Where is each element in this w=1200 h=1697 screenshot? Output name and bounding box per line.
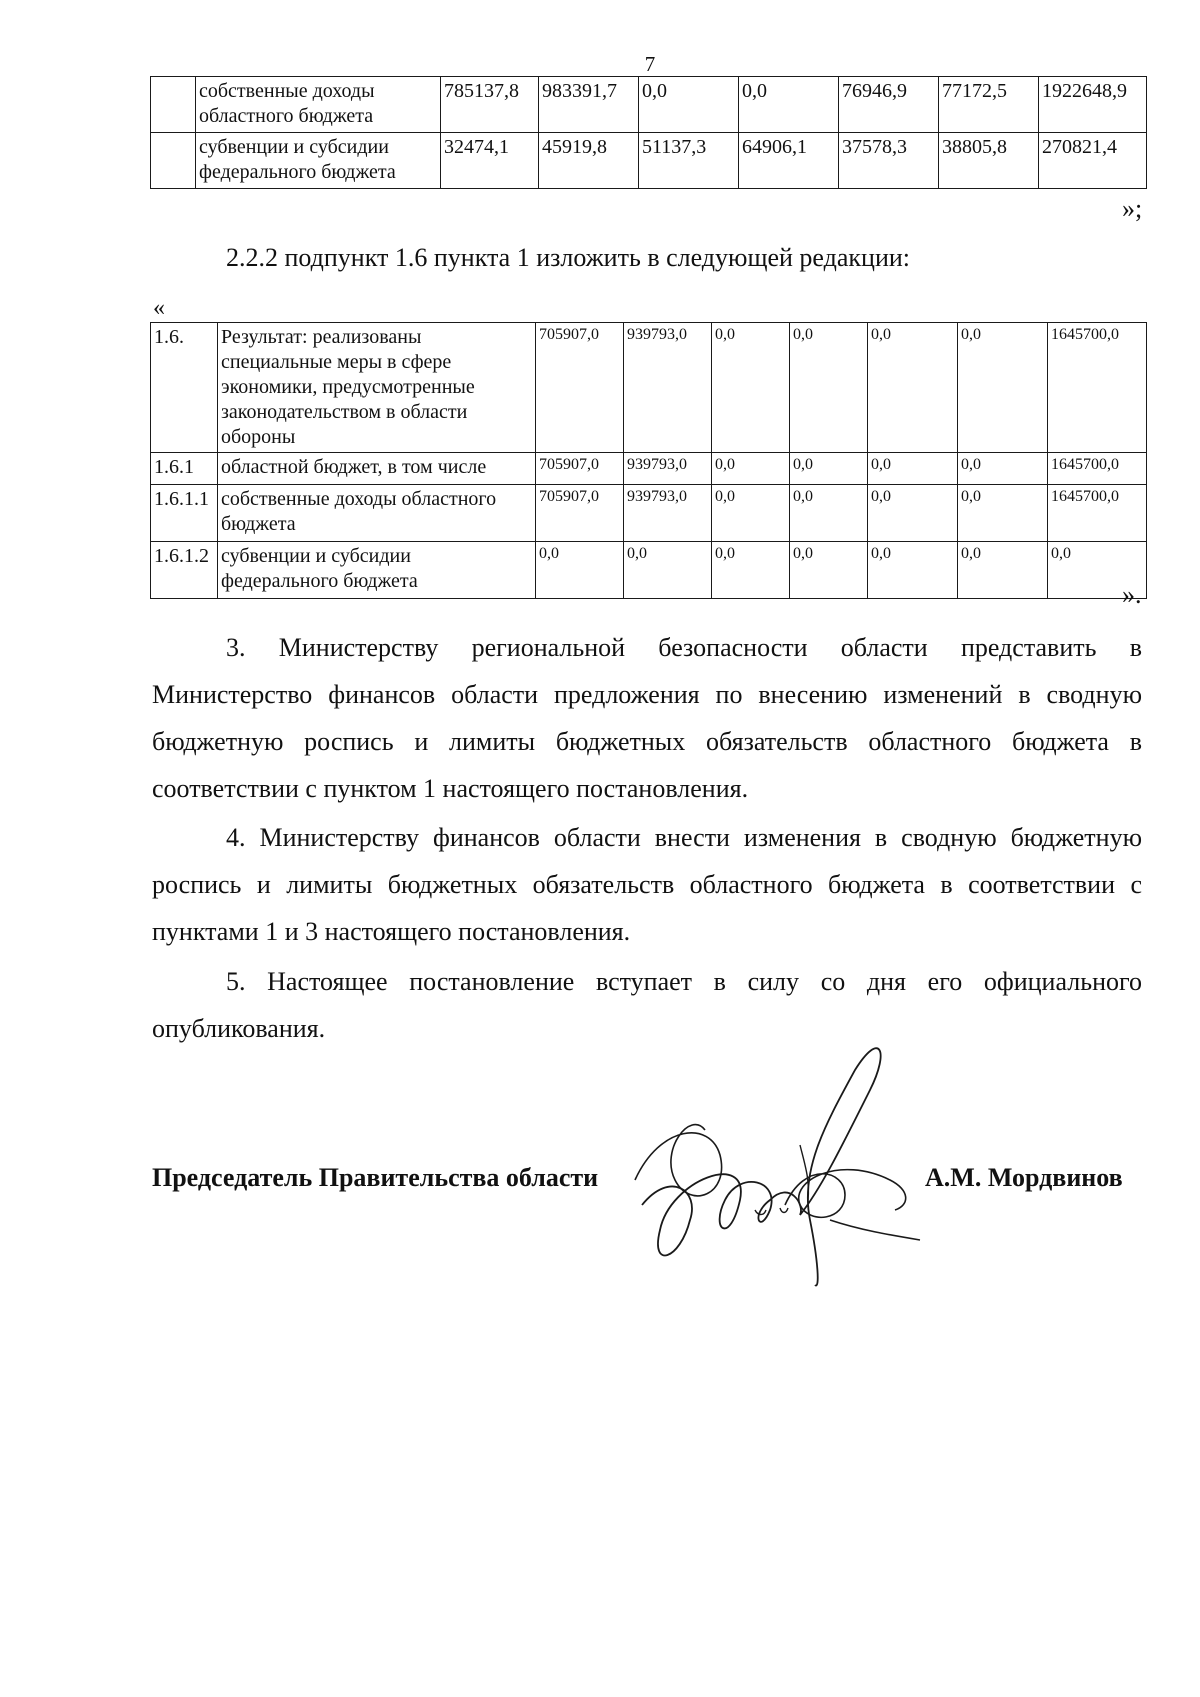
table-cell-value: 0,0 — [712, 453, 790, 485]
opening-quote: « — [153, 295, 165, 321]
table-cell-value: 0,0 — [868, 323, 958, 453]
table-cell-label: субвенции и субсидии федерального бюджета — [196, 133, 441, 189]
table-row — [151, 485, 1147, 542]
table-cell-value: 38805,8 — [939, 133, 1039, 189]
table-cell-value: 0,0 — [790, 453, 868, 485]
section-heading: 2.2.2 подпункт 1.6 пункта 1 изложить в следующей редакции: — [226, 243, 910, 272]
table-cell-value: 939793,0 — [624, 323, 712, 453]
table-cell-value: 0,0 — [712, 485, 790, 542]
table-cell-label: субвенции и субсидии федерального бюджета — [218, 542, 536, 599]
table-row — [151, 77, 1147, 133]
table-cell-value: 0,0 — [958, 485, 1048, 542]
table-cell — [151, 77, 196, 133]
table-cell-value: 0,0 — [739, 77, 839, 133]
table-cell-label: собственные доходы областного бюджета — [196, 77, 441, 133]
signature-icon — [630, 1030, 930, 1290]
table-cell-value: 64906,1 — [739, 133, 839, 189]
table-cell-value: 0,0 — [868, 542, 958, 599]
table-cell-value: 32474,1 — [441, 133, 539, 189]
table-cell-value: 0,0 — [639, 77, 739, 133]
table-cell-num: 1.6.1.2 — [151, 542, 218, 599]
table-cell-value: 0,0 — [868, 453, 958, 485]
closing-quote: ». — [1122, 580, 1142, 609]
result-table — [150, 322, 1147, 599]
table-cell-value: 270821,4 — [1039, 133, 1147, 189]
table-cell-value: 0,0 — [790, 485, 868, 542]
signer-name: А.М. Мордвинов — [925, 1163, 1123, 1192]
table-cell-label: областной бюджет, в том числе — [218, 453, 536, 485]
table-cell-value: 0,0 — [712, 542, 790, 599]
table-cell-value: 0,0 — [790, 542, 868, 599]
table-cell-value: 51137,3 — [639, 133, 739, 189]
paragraph-5: 5. Настоящее постановление вступает в силу со дня его официального опубликования. — [152, 967, 1142, 1043]
paragraph-4: 4. Министерству финансов области внести изменения в сводную бюджетную роспись и лимиты бюджетных обязательств областного бюджета в соответствии с пунктами 1 и 3 настоящего постановления. — [152, 823, 1142, 946]
table-cell-value: 1645700,0 — [1048, 485, 1147, 542]
table-cell-value: 0,0 — [958, 453, 1048, 485]
table-cell-num: 1.6. — [151, 323, 218, 453]
table-cell-value: 705907,0 — [536, 485, 624, 542]
table-cell-value: 1645700,0 — [1048, 323, 1147, 453]
budget-table-continuation — [150, 76, 1147, 189]
table-cell-value: 1922648,9 — [1039, 77, 1147, 133]
table-cell-value: 785137,8 — [441, 77, 539, 133]
table-cell-value: 45919,8 — [539, 133, 639, 189]
table-cell-label: Результат: реализованы специальные меры в сфере экономики, предусмотренные законодательством в области обороны — [218, 323, 536, 453]
table-cell-value: 1645700,0 — [1048, 453, 1147, 485]
table-cell-value: 705907,0 — [536, 453, 624, 485]
table-cell-value: 0,0 — [790, 323, 868, 453]
table-cell-value: 939793,0 — [624, 485, 712, 542]
signer-title: Председатель Правительства области — [152, 1163, 599, 1192]
table-row — [151, 542, 1147, 599]
table-cell-value: 77172,5 — [939, 77, 1039, 133]
table-cell-value: 983391,7 — [539, 77, 639, 133]
table-row — [151, 453, 1147, 485]
paragraph-3: 3. Министерству региональной безопасности области представить в Министерство финансов области предложения по внесению изменений в сводную бюджетную роспись и лимиты бюджетных обязательств областного бюджета в соответствии с пунктом 1 настоящего постановления. — [152, 633, 1142, 803]
page-number: 7 — [644, 52, 656, 76]
table-cell-value: 0,0 — [624, 542, 712, 599]
table-cell-value: 0,0 — [868, 485, 958, 542]
table-cell-value: 0,0 — [958, 323, 1048, 453]
table-cell — [151, 133, 196, 189]
table-cell-num: 1.6.1.1 — [151, 485, 218, 542]
closing-quote: »; — [1122, 194, 1143, 223]
table-cell-value: 0,0 — [712, 323, 790, 453]
table-row — [151, 323, 1147, 453]
table-row — [151, 133, 1147, 189]
table-cell-value: 76946,9 — [839, 77, 939, 133]
table-cell-value: 939793,0 — [624, 453, 712, 485]
table-cell-value: 0,0 — [536, 542, 624, 599]
table-cell-value: 0,0 — [958, 542, 1048, 599]
table-cell-value: 37578,3 — [839, 133, 939, 189]
table-cell-value: 0,0 — [1048, 542, 1147, 599]
table-cell-num: 1.6.1 — [151, 453, 218, 485]
table-cell-label: собственные доходы областного бюджета — [218, 485, 536, 542]
table-cell-value: 705907,0 — [536, 323, 624, 453]
